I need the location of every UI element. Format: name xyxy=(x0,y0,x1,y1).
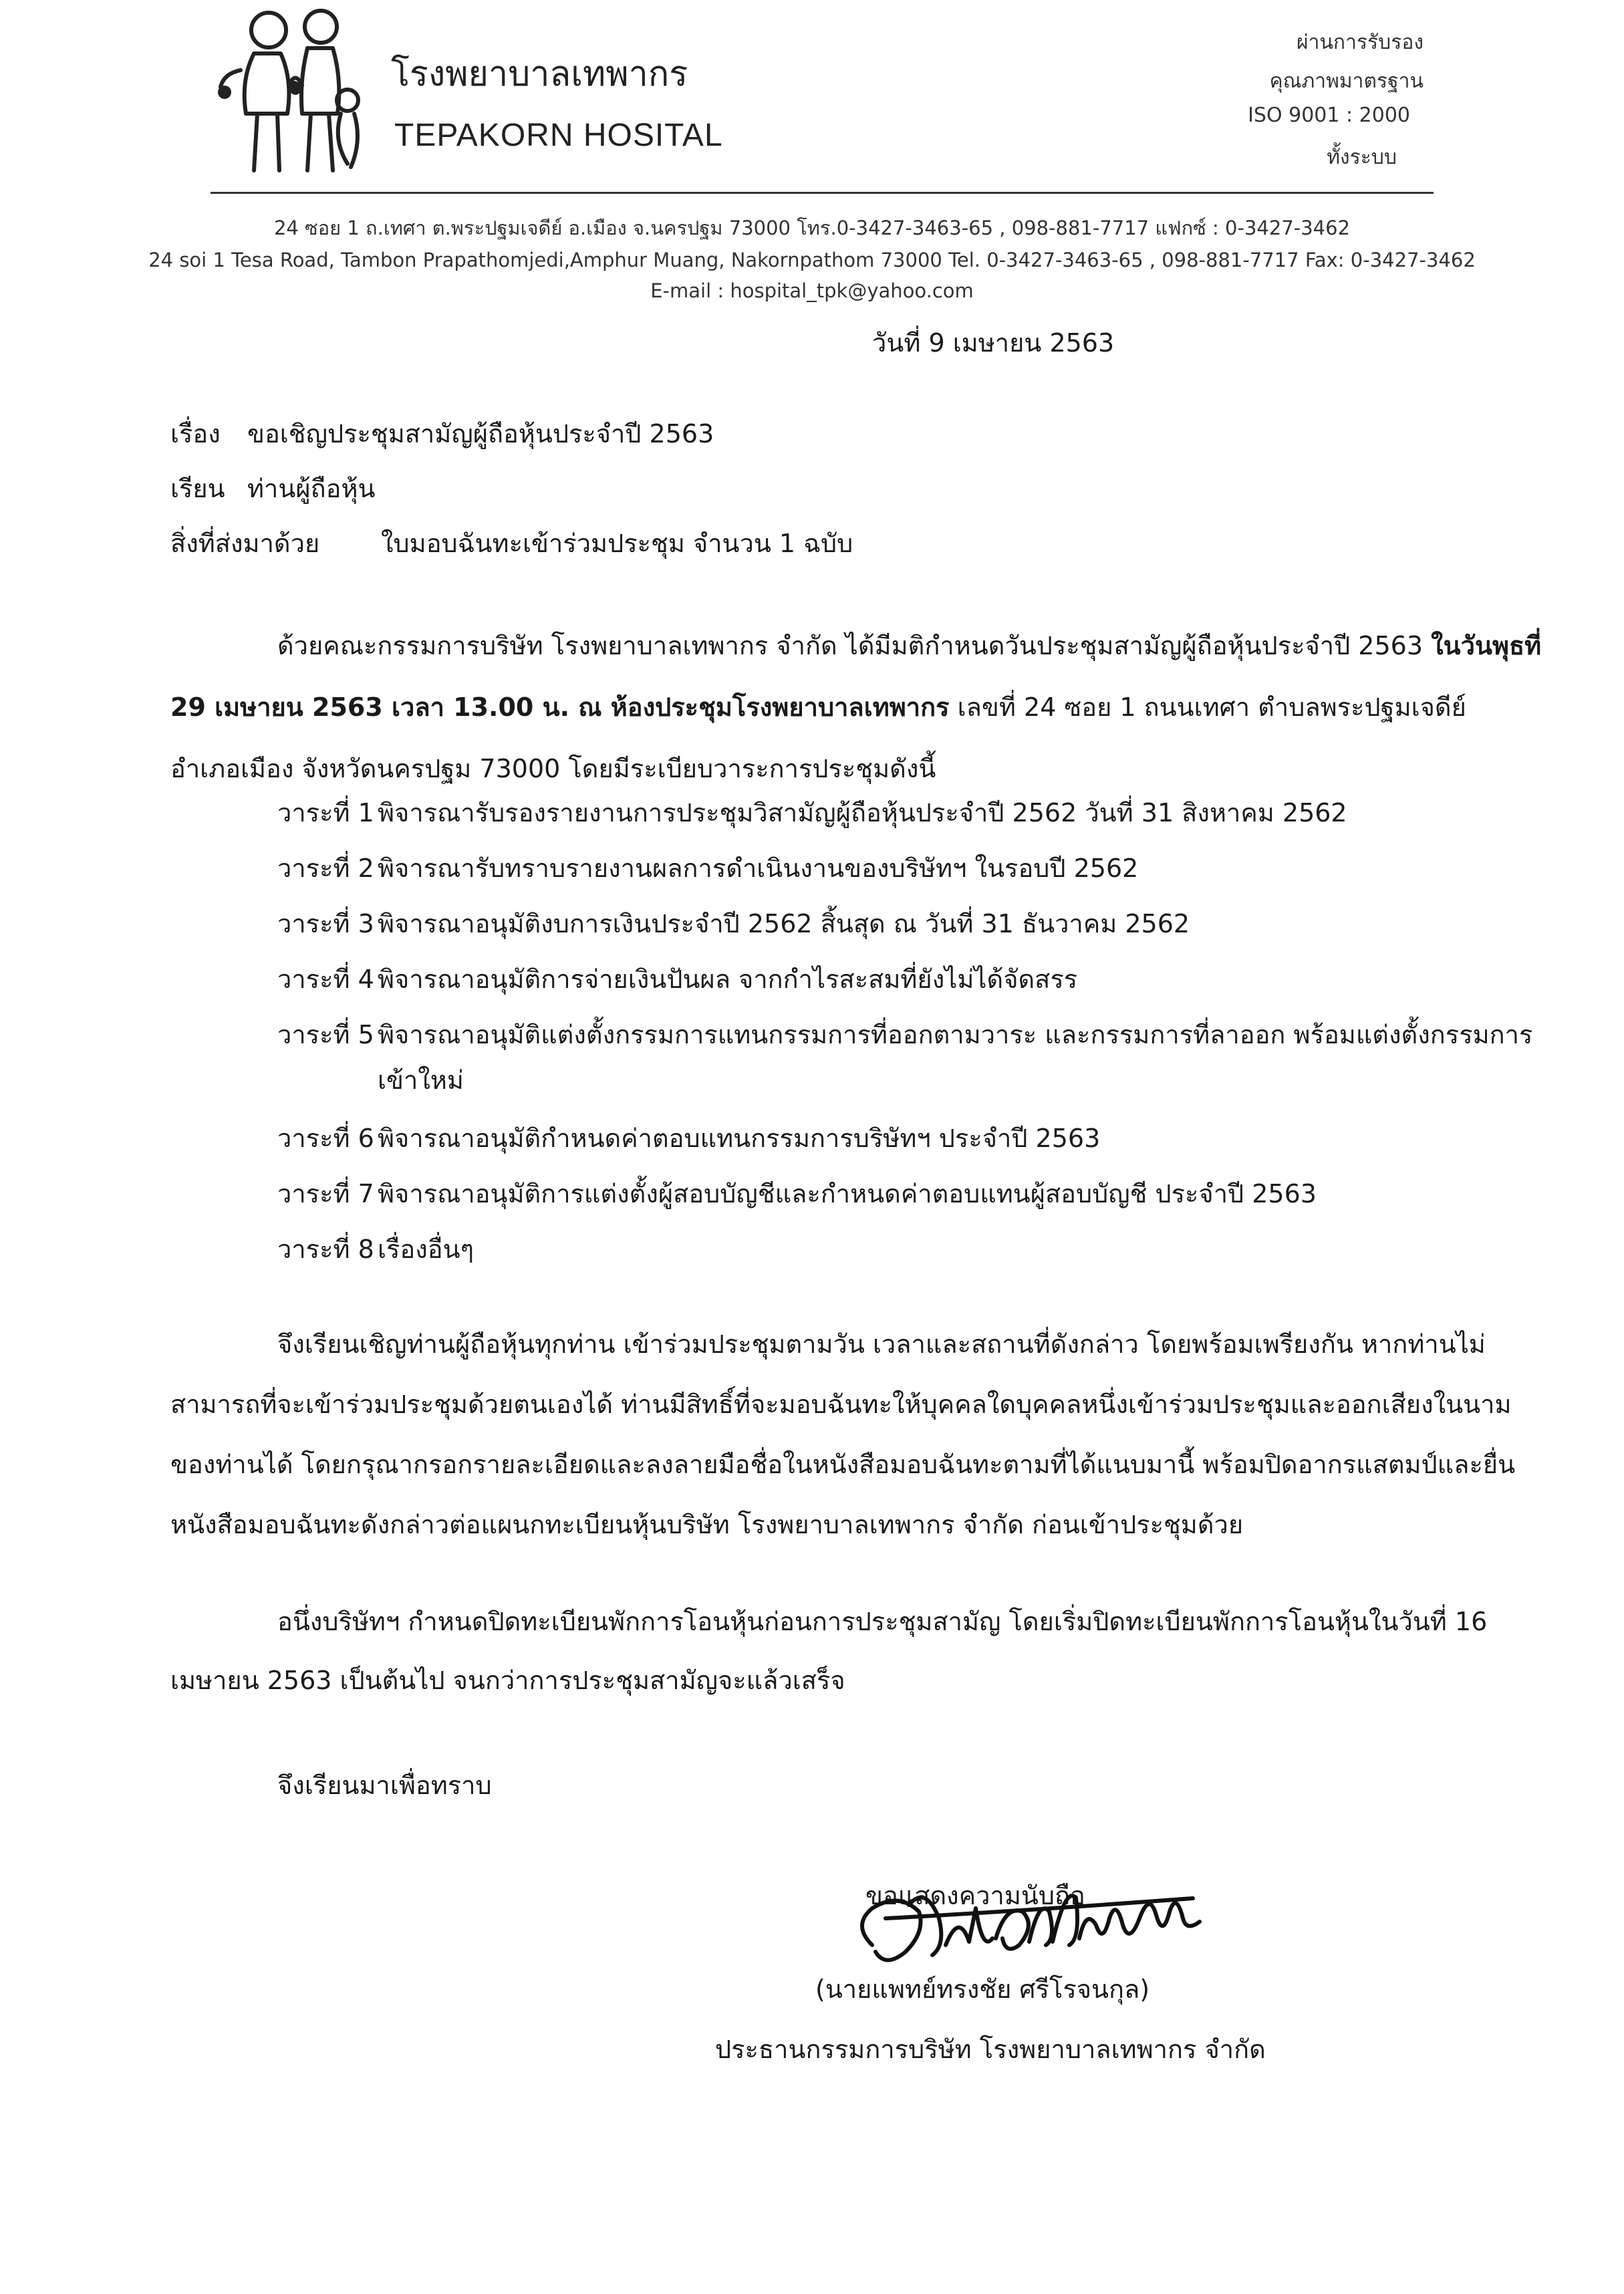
to-text: ท่านผู้ถือหุ้น xyxy=(247,474,376,503)
signer-name: (นายแพทย์ทรงชัย ศรีโรจนกุล) xyxy=(815,1974,1150,2004)
para3-line-2: เมษายน 2563 เป็นต้นไป จนกว่าการประชุมสามัญจะแล้วเสร็จ xyxy=(170,1666,845,1695)
agenda-number: วาระที่ 6 xyxy=(277,1124,374,1153)
para2-line-4: หนังสือมอบฉันทะดังกล่าวต่อแผนกทะเบียนหุ้นบริษัท โรงพยาบาลเทพากร จำกัด ก่อนเข้าประชุมด้วย xyxy=(170,1510,1244,1539)
agenda-item xyxy=(277,848,1138,888)
address-en: 24 soi 1 Tesa Road, Tambon Prapathomjedi,Amphur Muang, Nakornpathom 73000 Tel. 0-3427-3463-65 , 098-881-7717 Fax: 0-3427-3462 xyxy=(148,249,1476,271)
para2-line-1: จึงเรียนเชิญท่านผู้ถือหุ้นทุกท่าน เข้าร่วมประชุมตามวัน เวลาและสถานที่ดังกล่าว โดยพร้อมเพรียงกัน หากท่านไม่ xyxy=(277,1329,1486,1359)
agenda-item xyxy=(277,1014,1532,1055)
agenda-number: วาระที่ 4 xyxy=(277,965,374,994)
agenda-item xyxy=(277,959,1077,999)
agenda-number: วาระที่ 3 xyxy=(277,909,374,938)
agenda-text: พิจารณาอนุมัติการแต่งตั้งผู้สอบบัญชีและกำหนดค่าตอบแทนผู้สอบบัญชี ประจำปี 2563 xyxy=(378,1179,1317,1208)
agenda-number: วาระที่ 7 xyxy=(277,1179,374,1208)
regards-text: ขอแสดงความนับถือ xyxy=(865,1881,1085,1910)
agenda-text: พิจารณาอนุมัติกำหนดค่าตอบแทนกรรมการบริษัทฯ ประจำปี 2563 xyxy=(378,1124,1101,1153)
intro-line-2-bold: 29 เมษายน 2563 เวลา 13.00 น. ณ ห้องประชุมโรงพยาบาลเทพากร xyxy=(170,692,950,722)
agenda-text: พิจารณารับรองรายงานการประชุมวิสามัญผู้ถือหุ้นประจำปี 2562 วันที่ 31 สิงหาคม 2562 xyxy=(378,798,1347,827)
agenda-item xyxy=(277,1118,1100,1158)
agenda-number: วาระที่ 1 xyxy=(277,798,374,827)
address-th: 24 ซอย 1 ถ.เทศา ต.พระปฐมเจดีย์ อ.เมือง จ.นครปฐม 73000 โทร.0-3427-3463-65 , 098-881-7717 แฟกซ์ : 0-3427-3462 xyxy=(273,217,1351,239)
agenda-text: เรื่องอื่นๆ xyxy=(378,1235,474,1264)
subject-text: ขอเชิญประชุมสามัญผู้ถือหุ้นประจำปี 2563 xyxy=(247,419,714,449)
agenda-text: พิจารณาอนุมัติงบการเงินประจำปี 2562 สิ้นสุด ณ วันที่ 31 ธันวาคม 2562 xyxy=(378,909,1190,938)
subject-label: เรื่อง xyxy=(170,419,221,449)
enclosure-label: สิ่งที่ส่งมาด้วย xyxy=(170,529,320,558)
agenda-number: วาระที่ 8 xyxy=(277,1235,374,1264)
signer-title: ประธานกรรมการบริษัท โรงพยาบาลเทพากร จำกัด xyxy=(715,2035,1266,2064)
to-label: เรียน xyxy=(170,474,225,503)
para2-line-2: สามารถที่จะเข้าร่วมประชุมด้วยตนเองได้ ท่านมีสิทธิ์ที่จะมอบฉันทะให้บุคคลใดบุคคลหนึ่งเข้าร่วมประชุมและออกเสียงในนาม xyxy=(170,1390,1512,1419)
email: E-mail : hospital_tpk@yahoo.com xyxy=(650,279,974,302)
intro-line-2-text: เลขที่ 24 ซอย 1 ถนนเทศา ตำบลพระปฐมเจดีย์ xyxy=(949,692,1466,722)
intro-line-3: อำเภอเมือง จังหวัดนครปฐม 73000 โดยมีระเบียบวาระการประชุมดังนี้ xyxy=(170,754,936,783)
intro-line-1-bold: ในวันพุธที่ xyxy=(1431,631,1542,660)
letter-date: วันที่ 9 เมษายน 2563 xyxy=(872,328,1115,358)
intro-line-1-text: ด้วยคณะกรรมการบริษัท โรงพยาบาลเทพากร จำกัด ได้มีมติกำหนดวันประชุมสามัญผู้ถือหุ้นประจำปี 2563 xyxy=(277,631,1432,660)
certification-line-4: ทั้งระบบ xyxy=(1327,146,1397,169)
signature-icon xyxy=(845,1845,1220,1989)
agenda-item xyxy=(277,903,1190,944)
agenda-number: วาระที่ 2 xyxy=(277,854,374,883)
header-divider xyxy=(211,192,1434,194)
closing-text: จึงเรียนมาเพื่อทราบ xyxy=(277,1771,492,1800)
hospital-logo-icon xyxy=(214,7,368,177)
agenda-text: พิจารณาอนุมัติแต่งตั้งกรรมการแทนกรรมการที่ออกตามวาระ และกรรมการที่ลาออก พร้อมแต่งตั้งกรรมการ xyxy=(378,1020,1533,1049)
certification-line-2: คุณภาพมาตรฐาน xyxy=(1269,70,1424,93)
enclosure-text: ใบมอบฉันทะเข้าร่วมประชุม จำนวน 1 ฉบับ xyxy=(381,529,853,558)
agenda-text: พิจารณาอนุมัติการจ่ายเงินปันผล จากกำไรสะสมที่ยังไม่ได้จัดสรร xyxy=(378,965,1078,994)
agenda-text: พิจารณารับทราบรายงานผลการดำเนินงานของบริษัทฯ ในรอบปี 2562 xyxy=(378,854,1139,883)
certification-line-1: ผ่านการรับรอง xyxy=(1297,31,1424,54)
hospital-name-en: TEPAKORN HOSITAL xyxy=(394,118,723,153)
agenda-number: วาระที่ 5 xyxy=(277,1020,374,1049)
para2-line-3: ของท่านได้ โดยกรุณากรอกรายละเอียดและลงลายมือชื่อในหนังสือมอบฉันทะตามที่ได้แนบมานี้ พร้อมปิดอากรแสตมป์และยื่น xyxy=(170,1450,1516,1479)
agenda-text-continued: เข้าใหม่ xyxy=(378,1065,464,1095)
agenda-item xyxy=(277,1229,474,1269)
para3-line-1: อนึ่งบริษัทฯ กำหนดปิดทะเบียนพักการโอนหุ้นก่อนการประชุมสามัญ โดยเริ่มปิดทะเบียนพักการโอนหุ้นในวันที่ 16 xyxy=(277,1607,1488,1636)
intro-line-1 xyxy=(277,615,1541,676)
agenda-item xyxy=(277,1173,1317,1214)
intro-line-2 xyxy=(170,676,1466,738)
agenda-item xyxy=(277,792,1347,833)
hospital-name-th: โรงพยาบาลเทพากร xyxy=(391,54,688,94)
certification-line-3: ISO 9001 : 2000 xyxy=(1248,104,1410,127)
